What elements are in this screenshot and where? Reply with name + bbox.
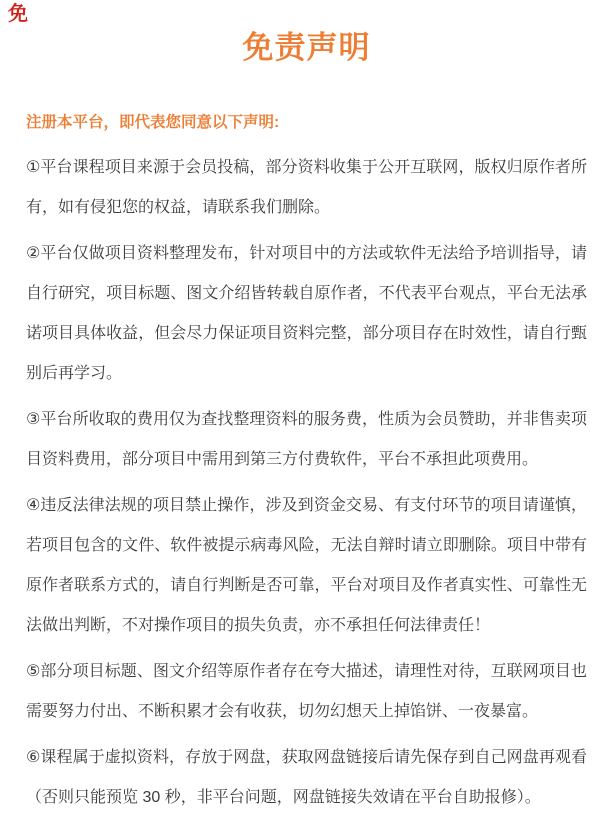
disclaimer-paragraph-4: ④违反法律法规的项目禁止操作，涉及到资金交易、有支付环节的项目请谨慎，若项目包含的文件、软件被提示病毒风险，无法自辩时请立即删除。项目中带有原作者联系方式的，请自行判断是否可靠，平台对项目及作者真实性、可靠性无法做出判断，不对操作项目的损失负责，亦不承担任何法律责任！ <box>26 497 587 634</box>
disclaimer-paragraph-5: ⑤部分项目标题、图文介绍等原作者存在夸大描述，请理性对待，互联网项目也需要努力付出、不断积累才会有收获，切勿幻想天上掉馅饼、一夜暴富。 <box>26 663 587 720</box>
disclaimer-paragraph-2: ②平台仅做项目资料整理发布，针对项目中的方法或软件无法给予培训指导，请自行研究，项目标题、图文介绍皆转载自原作者，不代表平台观点，平台无法承诺项目具体收益，但会尽力保证项目资料完整，部分项目存在时效性，请自行甄别后再学习。 <box>26 245 587 382</box>
disclaimer-paragraph-6: ⑥课程属于虚拟资料，存放于网盘，获取网盘链接后请先保存到自己网盘再观看（否则只能预览 30 秒，非平台问题，网盘链接失效请在平台自助报修）。 <box>26 749 587 806</box>
site-logo-mark: 免 <box>8 3 28 25</box>
lead-statement: 注册本平台，即代表您同意以下声明: <box>26 114 280 131</box>
disclaimer-paragraph-3: ③平台所收取的费用仅为查找整理资料的服务费，性质为会员赞助，并非售卖项目资料费用，部分项目中需用到第三方付费软件，平台不承担此项费用。 <box>26 411 587 468</box>
page-title: 免责声明 <box>242 30 371 65</box>
disclaimer-paragraph-1: ①平台课程项目来源于会员投稿，部分资料收集于公开互联网，版权归原作者所有，如有侵犯您的权益，请联系我们删除。 <box>26 159 587 216</box>
